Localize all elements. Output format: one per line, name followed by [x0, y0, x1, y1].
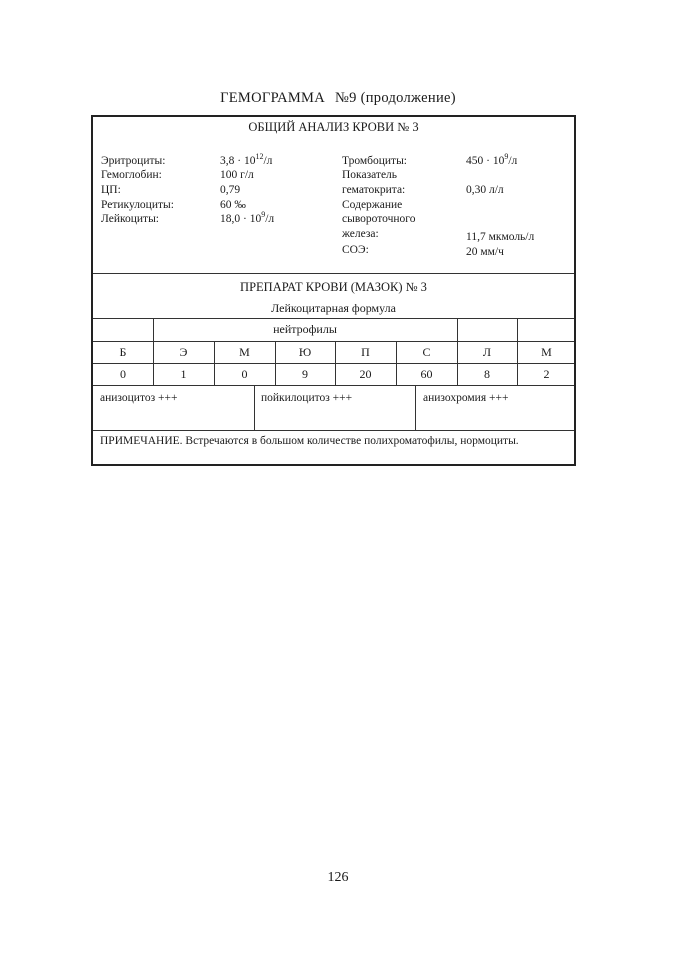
- document-title: [0, 90, 676, 107]
- leukocytes-label: Лейкоциты:: [101, 213, 159, 225]
- finding-poikilocytosis: пойкилоцитоз +++: [261, 392, 353, 404]
- table-bottom-line: [93, 385, 574, 386]
- value-eosinophils: 1: [180, 367, 187, 381]
- value-basophils: 0: [120, 367, 126, 381]
- hematocrit-value: 0,30 л/л: [466, 184, 504, 196]
- esr-value: 20 мм/ч: [466, 246, 504, 258]
- finding-anisochromia: анизохромия +++: [423, 392, 509, 404]
- leukocytes-value: $18,0 \cdot 10^9/л$: [220, 210, 275, 225]
- page-number: 126: [327, 870, 349, 885]
- column-header-segmented: С: [422, 345, 431, 359]
- esr-label: СОЭ:: [342, 244, 369, 256]
- findings-vline: [254, 385, 255, 430]
- color-index-label: ЦП:: [101, 184, 121, 196]
- findings-bottom-line: [93, 430, 574, 431]
- platelets-label: Тромбоциты:: [342, 155, 408, 167]
- value-monocytes: 2: [543, 367, 550, 381]
- platelets-value: $450 \cdot 10^9/л$: [466, 152, 518, 167]
- value-myelocytes: 0: [241, 367, 248, 381]
- erythrocytes-value: $3,8 \cdot 10^{12}/л$: [220, 152, 273, 167]
- erythrocytes-label: Эритроциты:: [101, 155, 166, 167]
- note-text: ПРИМЕЧАНИЕ. Встречаются в большом количестве полихроматофилы, нормоциты.: [100, 435, 519, 447]
- column-header-monocytes: М: [541, 345, 552, 359]
- column-header-basophils: Б: [119, 345, 127, 359]
- column-header-myelocytes: М: [239, 345, 250, 359]
- title-number: №9: [334, 90, 357, 106]
- value-band: 20: [359, 367, 372, 381]
- hemoglobin-value: 100 г/л: [220, 169, 254, 181]
- findings-vline: [415, 385, 416, 430]
- title-text: ГЕМОГРАММА: [220, 90, 326, 106]
- value-juvenile: 9: [302, 367, 308, 381]
- smear-title: ПРЕПАРАТ КРОВИ (МАЗОК) № 3: [240, 280, 427, 294]
- color-index-value: 0,79: [220, 184, 241, 196]
- value-segmented: 60: [420, 367, 433, 381]
- serum-iron-value: 11,7 мкмоль/л: [466, 231, 535, 243]
- hematocrit-label-line2: гематокрита:: [342, 184, 406, 196]
- finding-anisocytosis: анизоцитоз +++: [100, 392, 178, 404]
- column-header-juvenile: Ю: [298, 345, 312, 359]
- leukocyte-formula-title: Лейкоцитарная формула: [271, 301, 396, 315]
- serum-iron-label-line1: Содержание: [342, 199, 403, 211]
- column-header-eosinophils: Э: [179, 345, 188, 359]
- serum-iron-label-line3: железа:: [342, 228, 379, 240]
- section-divider: [93, 273, 574, 274]
- value-lymphocytes: 8: [484, 367, 490, 381]
- title-suffix: (продолжение): [360, 90, 456, 106]
- reticulocytes-label: Ретикулоциты:: [101, 199, 174, 211]
- serum-iron-label-line2: сывороточного: [342, 213, 416, 225]
- neutrophils-group-header: нейтрофилы: [273, 322, 337, 336]
- column-header-band: П: [361, 345, 370, 359]
- reticulocytes-value: 60 ‰: [220, 199, 246, 211]
- hemoglobin-label: Гемоглобин:: [101, 169, 162, 181]
- hematocrit-label-line1: Показатель: [342, 169, 398, 181]
- general-analysis-title: ОБЩИЙ АНАЛИЗ КРОВИ № 3: [248, 120, 419, 134]
- column-header-lymphocytes: Л: [482, 345, 492, 359]
- hemogram-form: [91, 115, 576, 466]
